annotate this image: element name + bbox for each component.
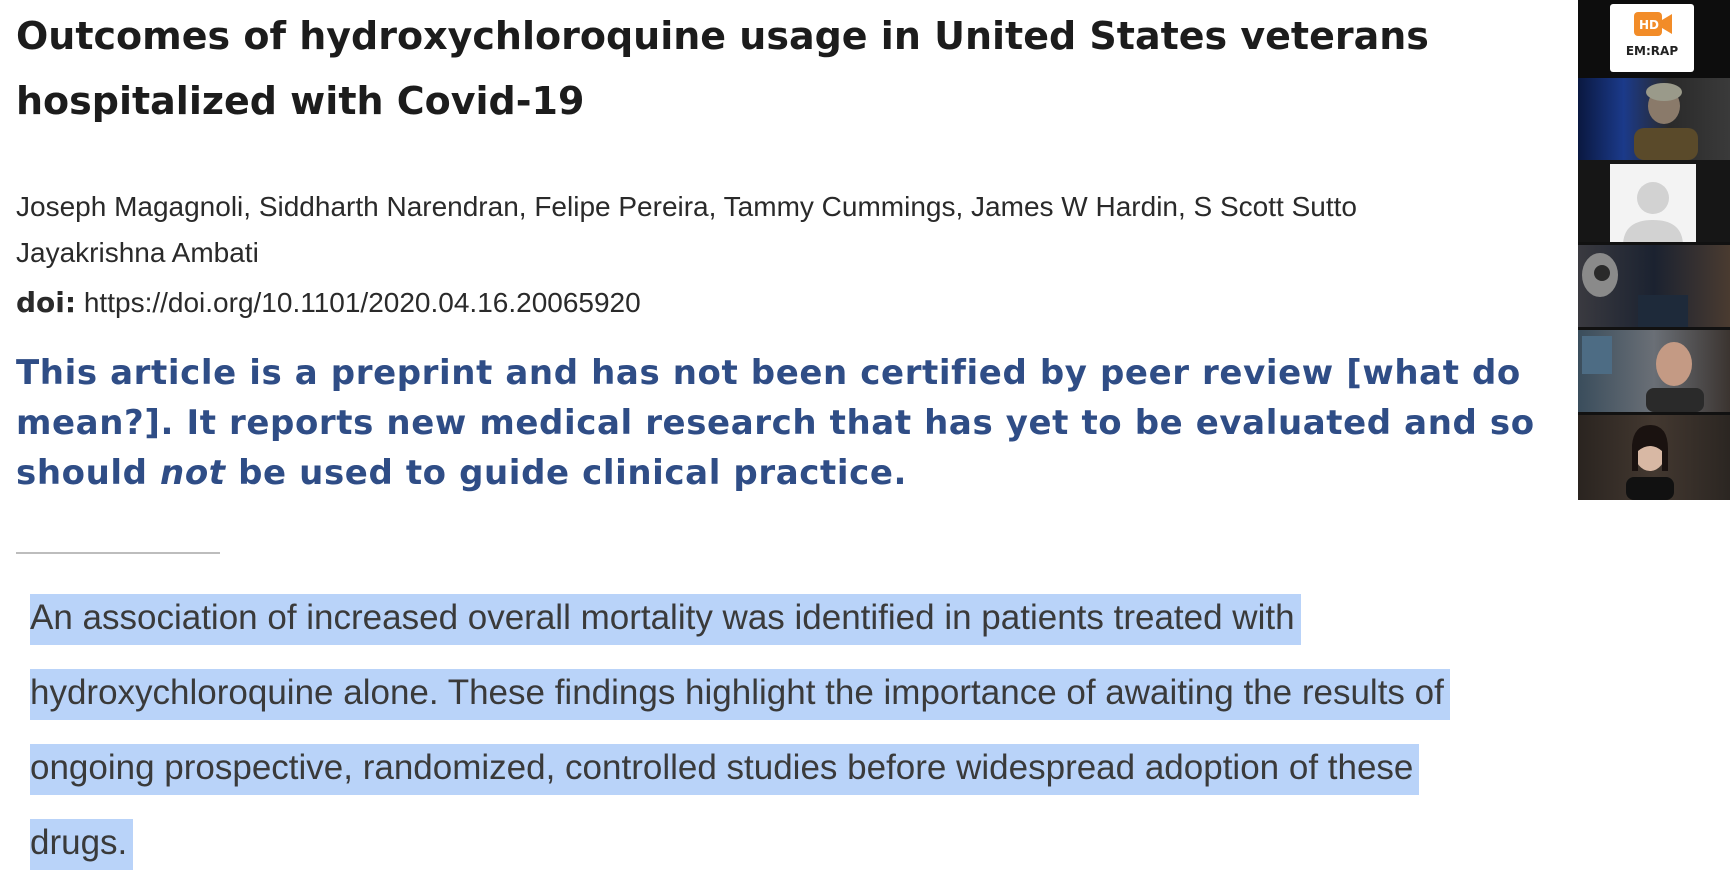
notice-text-3: should: [16, 453, 161, 493]
video-participant-strip: [1578, 0, 1730, 500]
notice-text-2: . It reports new medical research that has yet to be evaluated and so: [160, 403, 1535, 443]
person-icon: [1610, 164, 1696, 242]
abstract-line: drugs.: [30, 819, 133, 870]
notice-text-4: be used to guide clinical practice.: [225, 453, 908, 493]
participant-video-frame: [1578, 78, 1730, 160]
participant-tile-video[interactable]: [1578, 415, 1730, 500]
preprint-notice: [16, 348, 1716, 498]
default-avatar: [1610, 164, 1696, 242]
participant-tile-video[interactable]: [1578, 78, 1730, 160]
doi-label: doi:: [16, 286, 77, 319]
participant-video-frame: [1578, 330, 1730, 412]
paper-title: Outcomes of hydroxychloroquine usage in United States veterans hospitalized with Covid-19: [16, 14, 1429, 123]
section-divider: [16, 552, 220, 554]
video-camera-icon: [1634, 10, 1672, 38]
participant-tile-video[interactable]: [1578, 330, 1730, 412]
logo-text: EM:RAP: [1625, 44, 1679, 58]
participant-video-frame: [1578, 245, 1730, 327]
abstract-line: hydroxychloroquine alone. These findings highlight the importance of awaiting the results of: [30, 669, 1450, 720]
participant-tile-avatar[interactable]: [1578, 160, 1730, 242]
hd-badge-text: HD: [1639, 18, 1660, 32]
abstract-excerpt[interactable]: [30, 580, 1710, 880]
participant-tile-logo[interactable]: [1578, 0, 1730, 82]
doi-link[interactable]: https://doi.org/10.1101/2020.04.16.20065920: [83, 287, 641, 318]
notice-link-part-1: [what do: [1346, 353, 1521, 393]
emrap-logo: [1610, 4, 1694, 72]
notice-emphasis: not: [160, 453, 226, 493]
participant-video-frame: [1578, 415, 1730, 500]
notice-text-1: This article is a preprint and has not been certified by peer review: [16, 353, 1347, 393]
abstract-line: An association of increased overall mortality was identified in patients treated with: [30, 594, 1301, 645]
author-list: Joseph Magagnoli, Siddharth Narendran, Felipe Pereira, Tammy Cummings, James W Hardin, S Scott Sutto Jayakrishna Ambati: [16, 191, 1357, 268]
doi-line: [16, 286, 641, 319]
notice-link-part-2: mean?]: [16, 403, 161, 443]
abstract-line: ongoing prospective, randomized, controlled studies before widespread adoption of these: [30, 744, 1419, 795]
participant-tile-video[interactable]: [1578, 245, 1730, 327]
